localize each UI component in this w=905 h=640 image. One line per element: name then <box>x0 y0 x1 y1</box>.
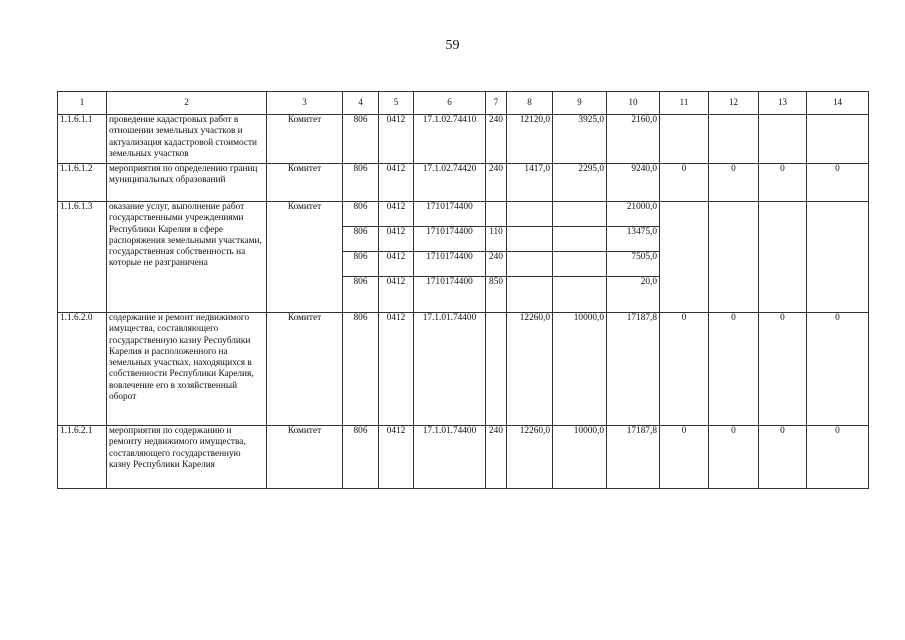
table-row <box>58 115 869 164</box>
cell-c8: 1417,0 <box>507 164 553 202</box>
cell-c4: 806 <box>343 227 379 252</box>
row-executor: Комитет <box>267 202 343 313</box>
table-row <box>58 164 869 202</box>
cell-c11 <box>660 202 709 313</box>
cell-c8: 12260,0 <box>507 313 553 426</box>
row-executor: Комитет <box>267 115 343 164</box>
cell-c9 <box>553 202 607 227</box>
cell-c13: 0 <box>759 313 807 426</box>
cell-c10: 21000,0 <box>607 202 660 227</box>
cell-c13 <box>759 115 807 164</box>
header-cell: 1 <box>58 92 107 115</box>
header-cell: 9 <box>553 92 607 115</box>
row-name: проведение кадастровых работ в отношении земельных участков и актуализация кадастровой стоимости земельных участков <box>107 115 267 164</box>
cell-c10: 9240,0 <box>607 164 660 202</box>
header-cell: 4 <box>343 92 379 115</box>
budget-table <box>57 91 869 489</box>
row-code: 1.1.6.2.1 <box>58 426 107 489</box>
header-cell: 10 <box>607 92 660 115</box>
cell-c7: 240 <box>486 426 507 489</box>
row-executor: Комитет <box>267 426 343 489</box>
cell-c7 <box>486 202 507 227</box>
cell-c12 <box>709 202 759 313</box>
cell-c14: 0 <box>807 426 869 489</box>
cell-c8 <box>507 227 553 252</box>
header-cell: 12 <box>709 92 759 115</box>
cell-c9: 3925,0 <box>553 115 607 164</box>
row-code: 1.1.6.1.3 <box>58 202 107 313</box>
cell-c14 <box>807 115 869 164</box>
cell-c5: 0412 <box>379 164 414 202</box>
header-cell: 5 <box>379 92 414 115</box>
cell-c14: 0 <box>807 313 869 426</box>
header-cell: 3 <box>267 92 343 115</box>
cell-c10: 20,0 <box>607 277 660 313</box>
header-cell: 6 <box>414 92 486 115</box>
cell-c8 <box>507 252 553 277</box>
header-cell: 8 <box>507 92 553 115</box>
cell-c10: 2160,0 <box>607 115 660 164</box>
cell-c5: 0412 <box>379 202 414 227</box>
header-cell: 2 <box>107 92 267 115</box>
cell-c9 <box>553 227 607 252</box>
cell-c6: 17.1.02.74420 <box>414 164 486 202</box>
cell-c4: 806 <box>343 252 379 277</box>
cell-c4: 806 <box>343 202 379 227</box>
cell-c6: 17.1.01.74400 <box>414 313 486 426</box>
row-executor: Комитет <box>267 164 343 202</box>
cell-c8: 12260,0 <box>507 426 553 489</box>
cell-c10: 17187,8 <box>607 426 660 489</box>
cell-c7: 850 <box>486 277 507 313</box>
row-name: мероприятия по содержанию и ремонту недвижимого имущества, составляющего государственную казну Республики Карелия <box>107 426 267 489</box>
cell-c6: 1710174400 <box>414 227 486 252</box>
cell-c9: 2295,0 <box>553 164 607 202</box>
header-cell: 7 <box>486 92 507 115</box>
cell-c5: 0412 <box>379 115 414 164</box>
cell-c5: 0412 <box>379 227 414 252</box>
cell-c9 <box>553 277 607 313</box>
cell-c10: 17187,8 <box>607 313 660 426</box>
cell-c7: 240 <box>486 115 507 164</box>
cell-c12: 0 <box>709 313 759 426</box>
cell-c13: 0 <box>759 164 807 202</box>
cell-c9: 10000,0 <box>553 426 607 489</box>
cell-c14 <box>807 202 869 313</box>
cell-c9: 10000,0 <box>553 313 607 426</box>
row-executor: Комитет <box>267 313 343 426</box>
cell-c11 <box>660 115 709 164</box>
cell-c5: 0412 <box>379 313 414 426</box>
row-name: оказание услуг, выполнение работ государственными учреждениями Республики Карелия в сфере распоряжения земельными участками, государственная собственность на которые не разграничена <box>107 202 267 313</box>
cell-c11: 0 <box>660 164 709 202</box>
cell-c8: 12120,0 <box>507 115 553 164</box>
table-row <box>58 202 869 227</box>
cell-c13 <box>759 202 807 313</box>
header-cell: 13 <box>759 92 807 115</box>
cell-c5: 0412 <box>379 252 414 277</box>
cell-c12 <box>709 115 759 164</box>
table-row <box>58 426 869 489</box>
cell-c4: 806 <box>343 115 379 164</box>
cell-c7: 240 <box>486 252 507 277</box>
cell-c7: 240 <box>486 164 507 202</box>
cell-c14: 0 <box>807 164 869 202</box>
cell-c5: 0412 <box>379 277 414 313</box>
cell-c4: 806 <box>343 164 379 202</box>
cell-c6: 1710174400 <box>414 202 486 227</box>
cell-c11: 0 <box>660 426 709 489</box>
cell-c4: 806 <box>343 313 379 426</box>
cell-c4: 806 <box>343 426 379 489</box>
cell-c6: 17.1.02.74410 <box>414 115 486 164</box>
cell-c8 <box>507 202 553 227</box>
cell-c6: 1710174400 <box>414 277 486 313</box>
cell-c5: 0412 <box>379 426 414 489</box>
row-code: 1.1.6.1.2 <box>58 164 107 202</box>
cell-c7 <box>486 313 507 426</box>
cell-c10: 7505,0 <box>607 252 660 277</box>
row-name: содержание и ремонт недвижимого имущества, составляющего государственную казну Республики Карелия и расположенного на земельных участках, находящихся в собственности Республики Карелия, вовлечение его в хозяйственный оборот <box>107 313 267 426</box>
cell-c12: 0 <box>709 164 759 202</box>
cell-c13: 0 <box>759 426 807 489</box>
cell-c6: 17.1.01.74400 <box>414 426 486 489</box>
header-cell: 14 <box>807 92 869 115</box>
cell-c7: 110 <box>486 227 507 252</box>
cell-c12: 0 <box>709 426 759 489</box>
header-row <box>58 92 869 115</box>
cell-c4: 806 <box>343 277 379 313</box>
row-code: 1.1.6.1.1 <box>58 115 107 164</box>
page-number: 59 <box>445 38 460 53</box>
cell-c9 <box>553 252 607 277</box>
cell-c6: 1710174400 <box>414 252 486 277</box>
cell-c11: 0 <box>660 313 709 426</box>
row-code: 1.1.6.2.0 <box>58 313 107 426</box>
table-row <box>58 313 869 426</box>
header-cell: 11 <box>660 92 709 115</box>
cell-c10: 13475,0 <box>607 227 660 252</box>
row-name: мероприятия по определению границ муниципальных образований <box>107 164 267 202</box>
cell-c8 <box>507 277 553 313</box>
